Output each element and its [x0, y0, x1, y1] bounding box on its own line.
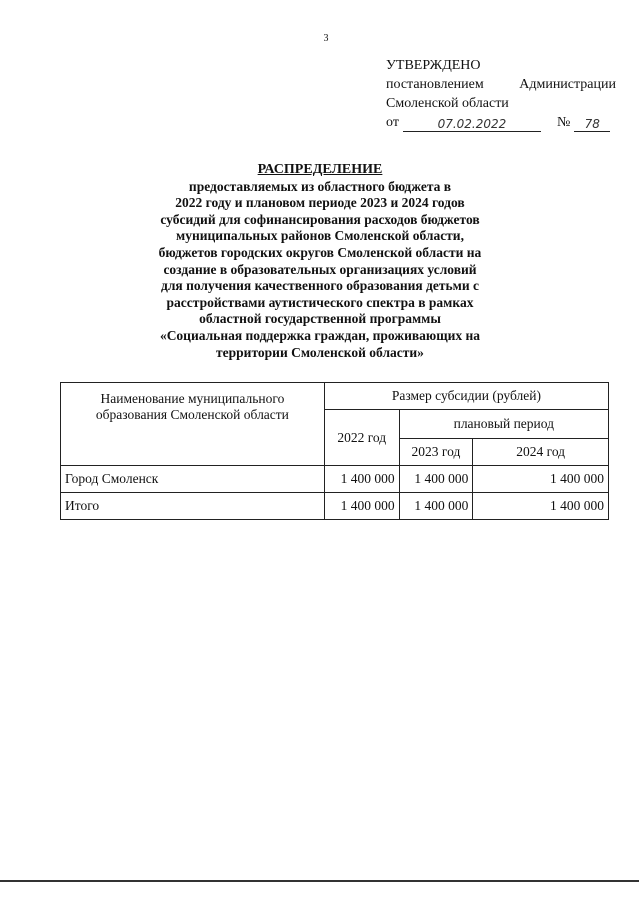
scan-edge-line [0, 880, 639, 882]
header-municipality: Наименование муниципального образования Смоленской области [61, 383, 325, 466]
title-line: субсидий для софинансирования расходов бюджетов [160, 211, 480, 227]
table-header-row [61, 383, 609, 410]
title-heading: РАСПРЕДЕЛЕНИЕ [257, 162, 383, 177]
title-line: бюджетов городских округов Смоленской области на [158, 244, 482, 260]
header-planned-period: плановый период [399, 410, 608, 439]
row-value-2022: 1 400 000 [324, 493, 399, 520]
title-line: расстройствами аутистического спектра в рамках [166, 294, 474, 310]
number-prefix: № [556, 115, 571, 130]
table-row [61, 466, 609, 493]
approval-issuer-part2: Администрации [519, 77, 616, 92]
row-municipality: Итого [61, 493, 325, 520]
row-municipality: Город Смоленск [61, 466, 325, 493]
header-subsidy-size: Размер субсидии (рублей) [324, 383, 608, 410]
row-value-2022: 1 400 000 [324, 466, 399, 493]
row-value-2024: 1 400 000 [473, 493, 609, 520]
title-line: предоставляемых из областного бюджета в [188, 178, 452, 194]
subsidy-table [60, 382, 609, 520]
header-2024: 2024 год [473, 439, 609, 466]
row-value-2023: 1 400 000 [399, 493, 473, 520]
title-line: 2022 году и плановом периоде 2023 и 2024 годов [175, 195, 465, 211]
header-2023: 2023 год [399, 439, 473, 466]
title-line: территории Смоленской области» [216, 344, 424, 360]
header-2022: 2022 год [324, 410, 399, 466]
approval-date-row [386, 113, 616, 132]
approval-stamp [386, 56, 616, 132]
approval-region: Смоленской области [386, 96, 509, 111]
handwritten-number: 78 [574, 117, 610, 132]
approval-issuer-part1: постановлением [386, 77, 484, 92]
title-line: «Социальная поддержка граждан, проживающих на [159, 327, 481, 343]
table-row [61, 493, 609, 520]
approval-issuer [386, 75, 616, 94]
title-line: областной государственной программы [199, 311, 441, 327]
title-line: для получения качественного образования детьми с [160, 278, 479, 294]
date-prefix: от [386, 115, 399, 130]
handwritten-date: 07.02.2022 [403, 117, 541, 132]
row-value-2024: 1 400 000 [473, 466, 609, 493]
page-number: 3 [323, 33, 329, 44]
row-value-2023: 1 400 000 [399, 466, 473, 493]
title-line: создание в образовательных организациях условий [163, 261, 477, 277]
title-line: муниципальных районов Смоленской области, [176, 228, 464, 244]
document-title [130, 162, 510, 361]
approval-title: УТВЕРЖДЕНО [386, 58, 481, 73]
